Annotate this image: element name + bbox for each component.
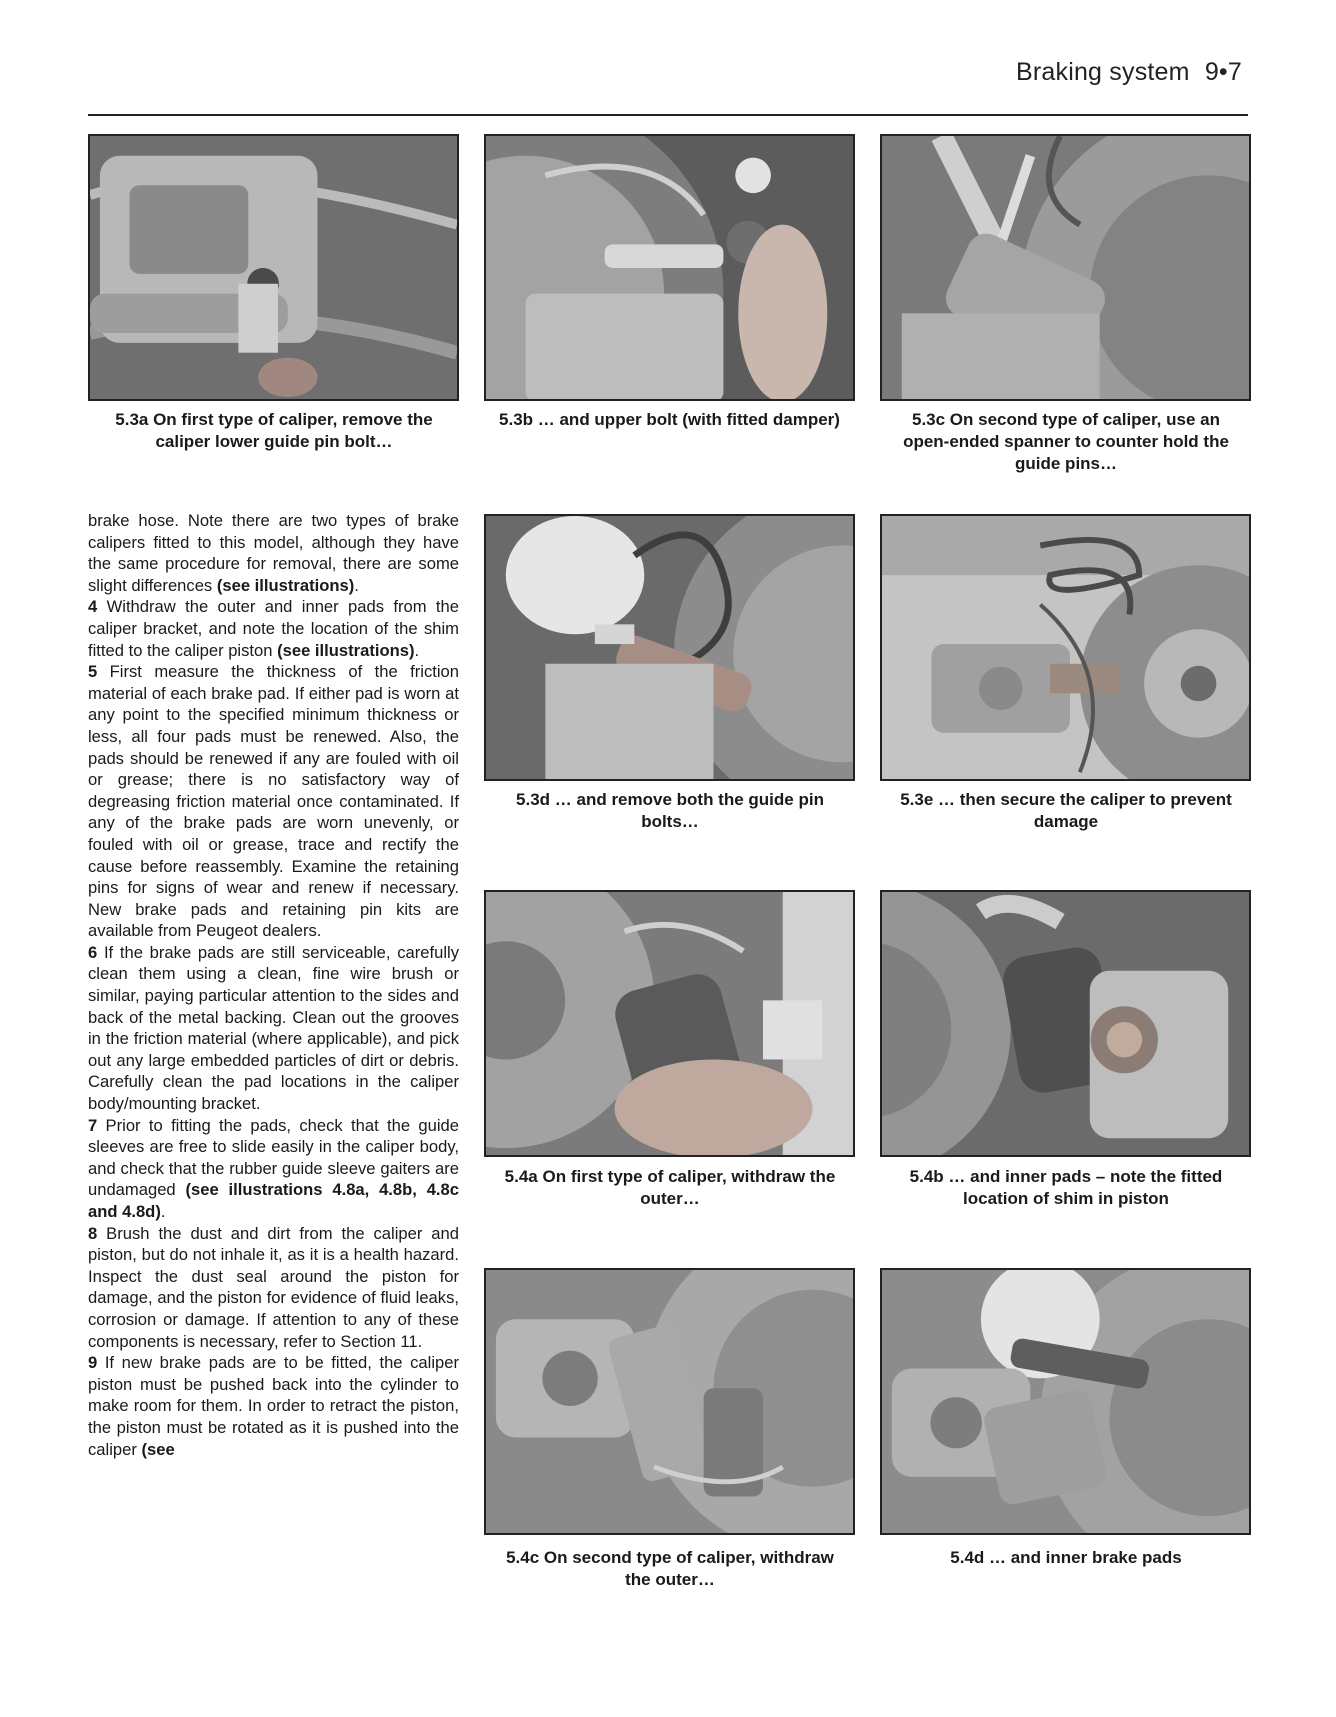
photo-5-4c: [484, 1268, 855, 1535]
caption-5-4c: 5.4c On second type of caliper, withdraw the outer…: [506, 1548, 834, 1589]
paragraph-4: 4 Withdraw the outer and inner pads from the caliper bracket, and note the location of the shim fitted to the caliper piston (see illustrations).: [88, 597, 459, 660]
paragraph-3: brake hose. Note there are two types of brake calipers fitted to this model, although they have the same procedure for removal, there are some slight differences (see illustrations).: [88, 511, 459, 595]
paragraph-8: 8 Brush the dust and dirt from the caliper and piston, but do not inhale it, as it is a health hazard. Inspect the dust seal around the piston for damage, and the piston for evidence of fluid leaks, corrosion or damage. If attention to any of these components is necessary, refer to Section 11.: [88, 1223, 459, 1351]
body-text-column: [88, 510, 459, 1460]
paragraph-7: 7 Prior to fitting the pads, check that the guide sleeves are free to slide easily in the caliper body, and check that the rubber guide sleeve gaiters are undamaged (see illustrations 4.8a, 4.8b, 4.8c and 4.8d).: [88, 1115, 459, 1221]
caption-5-3e: 5.3e … then secure the caliper to prevent damage: [900, 790, 1232, 831]
paragraph-5: 5 First measure the thickness of the friction material of each brake pad. If either pad is worn at any point to the specified minimum thickness or less, all four pads must be renewed. Also, the pads should be renewed if any are fouled with oil or grease; there is no satisfactory way of degreasing friction material once contaminated. If any of the brake pads are worn unevenly, or fouled with oil or grease, trace and rectify the cause before reassembly. Examine the retaining pins for signs of wear and renew if necessary. New brake pads and retaining pin kits are available from Peugeot dealers.: [88, 662, 459, 941]
page-number: 9•7: [1204, 58, 1242, 86]
caption-5-3d: 5.3d … and remove both the guide pin bolts…: [516, 790, 824, 831]
photo-5-3a: [88, 134, 459, 401]
photo-5-3d: [484, 514, 855, 781]
paragraph-9: 9 If new brake pads are to be fitted, the caliper piston must be pushed back into the cylinder to make room for them. In order to retract the piston, the piston must be rotated as it is pushed into the caliper (see: [88, 1353, 459, 1459]
caption-5-4b: 5.4b … and inner pads – note the fitted location of shim in piston: [909, 1167, 1223, 1208]
photo-5-4b: [880, 890, 1251, 1157]
photo-5-3c: [880, 134, 1251, 401]
photo-5-3b: [484, 134, 855, 401]
photo-5-4a: [484, 890, 855, 1157]
caption-5-3a: 5.3a On first type of caliper, remove the caliper lower guide pin bolt…: [115, 410, 433, 451]
caption-5-4d: 5.4d … and inner brake pads: [950, 1548, 1182, 1567]
header-rule: [88, 114, 1248, 116]
section-title: Braking system: [1015, 58, 1190, 86]
photo-5-4d: [880, 1268, 1251, 1535]
paragraph-6: 6 If the brake pads are still serviceable, carefully clean them using a clean, fine wire brush or similar, paying particular attention to the sides and back of the metal backing. Clean out the grooves in the friction material (where applicable), and pick out any large embedded particles of dirt or debris. Carefully clean the pad locations in the caliper body/mounting bracket.: [88, 942, 459, 1114]
page-header: [1016, 58, 1242, 87]
photo-5-3e: [880, 514, 1251, 781]
caption-5-3b: 5.3b … and upper bolt (with fitted damper): [499, 410, 840, 429]
caption-5-4a: 5.4a On first type of caliper, withdraw the outer…: [504, 1167, 836, 1208]
caption-5-3c: 5.3c On second type of caliper, use an open-ended spanner to counter hold the guide pins…: [903, 410, 1229, 473]
